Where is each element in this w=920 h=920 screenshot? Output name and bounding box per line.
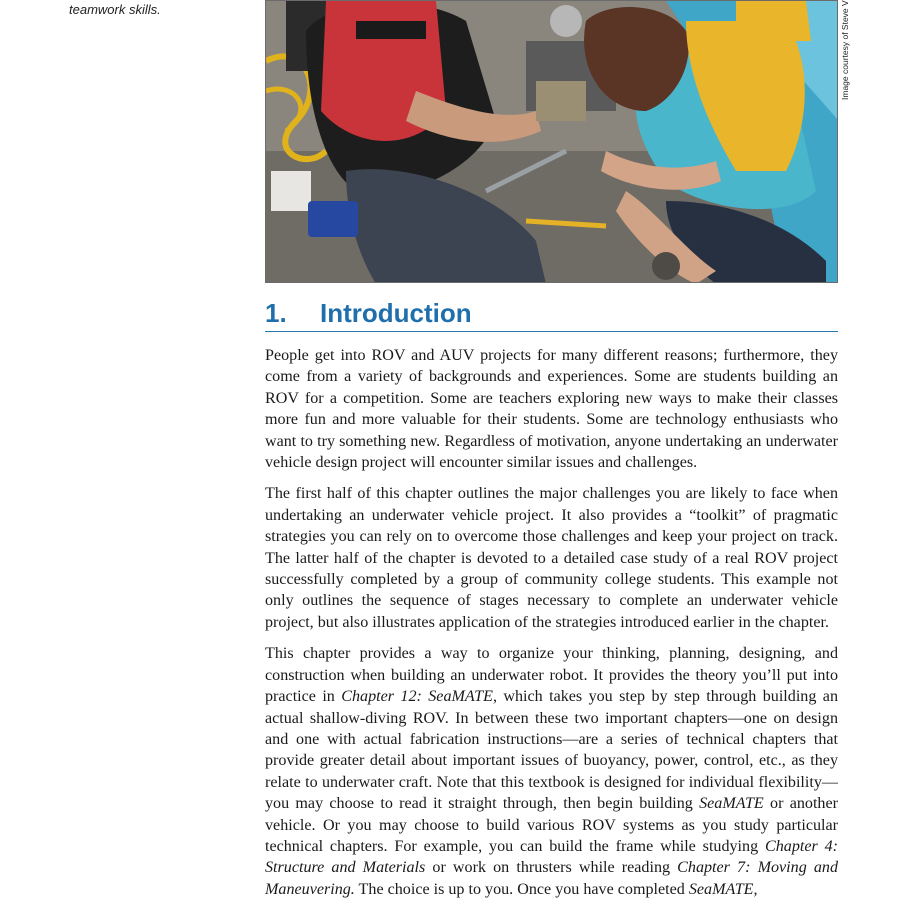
italic-text: Chapter 12: SeaMATE [341,688,493,706]
text-run: or another vehicle. Or you may choose to build various ROV systems as you study particular technical chapters. For example, you can build the frame while studying [265,795,838,855]
section-number: 1. [265,298,287,328]
paragraph [265,483,838,633]
italic-text: Chapter 7: Moving and Maneuvering. [265,859,839,898]
italic-text: SeaMATE [688,880,754,898]
text-run: , [753,880,758,898]
students-rov-photo [265,0,838,283]
paragraph [265,345,838,473]
text-run: The first half of this chapter outlines the major challenges you are likely to face when undertaking an underwater vehicle project. It also provides a “toolkit” of pragmatic strategies you can rely on to overcome those challenges and keep your project on track. The latter half of the chapter is devoted to a detailed case study of a real ROV project successfully completed by a group of community college students. This example not only outlines the sequence of stages necessary to complete an underwater vehicle project, but also illustrates application of the strategies introduced earlier in the chapter. [265,485,838,631]
italic-text: SeaMATE [699,795,764,813]
paragraph [265,643,838,900]
text-run: People get into ROV and AUV projects for many different reasons; furthermore, they come from a variety of backgrounds and experiences. Some are students building an ROV for a competition. Some are teachers exploring new ways to make their classes more fun and more valuable for their students. Some are technology enthusiasts who want to try something new. Regardless of motivation, anyone undertaking an underwater vehicle design project will encounter similar issues and challenges. [265,347,838,472]
text-run: The choice is up to you. Once you have completed [354,880,689,898]
section-heading [265,296,838,332]
italic-text: Chapter 4: Structure and Materials [265,837,839,877]
text-run: This chapter provides a way to organize your thinking, planning, designing, and construction when building an underwater robot. It provides the theory you’ll put into practice in [265,645,838,706]
section-title: Introduction [320,298,472,328]
text-run: , which takes you step by step through building an actual shallow-diving ROV. In between these two important chapters—one on design and one with actual fabrication instructions—are a series of technical chapters that provide greater detail about important issues of buoyancy, power, control, etc., as they relate to underwater craft. Note that this textbook is designed for individual flexibility—you may choose to read it straight through, then begin building [265,688,838,813]
photo-caption: teamwork skills. [69,2,161,17]
body-text [265,345,838,910]
text-run: or work on thrusters while reading [425,859,678,877]
image-credit: Image courtesy of Steve V [840,0,850,100]
